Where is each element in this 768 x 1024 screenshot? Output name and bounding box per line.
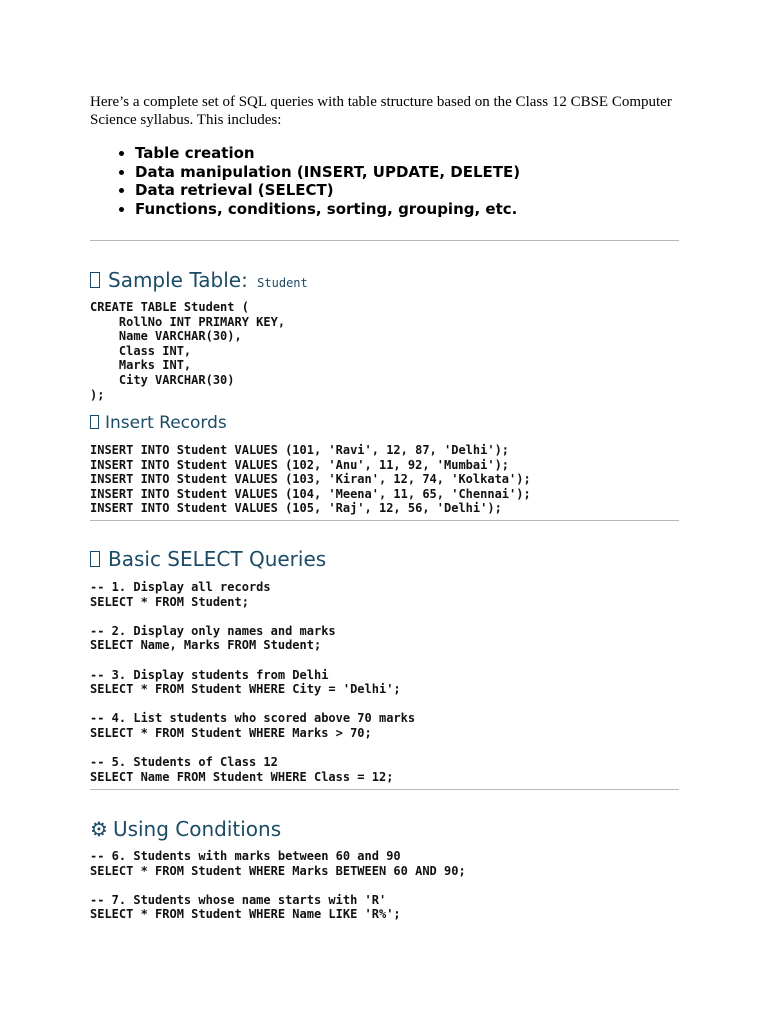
code-block-basic-select: -- 1. Display all records SELECT * FROM Student; -- 2. Display only names and marks SELECT Name, Marks FROM Student; -- 3. Display students from Delhi SELECT * FROM Student WHERE City = 'Delhi'; -- 4. List students who scored above 70 marks SELECT * FROM Student WHERE Marks > 70; -- 5. Students of Class 12 SELECT Name FROM Student WHERE Class = 12; bbox=[90, 580, 416, 784]
intro-paragraph: Here’s a complete set of SQL queries with table structure based on the Class 12 CBSE Computer Science syllabus. This includes: bbox=[90, 94, 672, 128]
code-block-create-table: CREATE TABLE Student ( RollNo INT PRIMARY KEY, Name VARCHAR(30), Class INT, Marks INT, City VARCHAR(30) ); bbox=[90, 300, 286, 402]
section-title: Basic SELECT Queries bbox=[108, 547, 327, 571]
code-block-conditions: -- 6. Students with marks between 60 and 90 SELECT * FROM Student WHERE Marks BETWEEN 60 AND 90; -- 7. Students whose name starts with 'R' SELECT * FROM Student WHERE Name LIKE 'R%'; bbox=[90, 849, 466, 922]
divider bbox=[90, 240, 679, 241]
section-heading-sample-table bbox=[90, 268, 308, 295]
missing-glyph-icon bbox=[90, 272, 100, 288]
divider bbox=[90, 520, 679, 521]
list-item: • Data manipulation (INSERT, UPDATE, DELETE) bbox=[135, 163, 520, 182]
list-item: • Functions, conditions, sorting, grouping, etc. bbox=[135, 200, 520, 219]
section-title: Using Conditions bbox=[112, 817, 282, 841]
section-title: Sample Table: bbox=[108, 268, 248, 292]
missing-glyph-icon bbox=[90, 551, 100, 567]
section-heading-insert-records bbox=[90, 413, 227, 433]
section-heading-using-conditions bbox=[90, 817, 281, 841]
missing-glyph-icon bbox=[90, 415, 99, 429]
section-title: Insert Records bbox=[105, 413, 227, 433]
gear-icon: ⚙ bbox=[90, 817, 108, 841]
code-block-insert: INSERT INTO Student VALUES (101, 'Ravi', 12, 87, 'Delhi'); INSERT INTO Student VALUES (102, 'Anu', 11, 92, 'Mumbai'); INSERT INTO Student VALUES (103, 'Kiran', 12, 74, 'Kolkata'); INSERT INTO Student VALUES (104, 'Meena', 11, 65, 'Chennai'); INSERT INTO Student VALUES (105, 'Raj', 12, 56, 'Delhi'); bbox=[90, 443, 531, 516]
list-item: • Data retrieval (SELECT) bbox=[135, 181, 520, 200]
divider bbox=[90, 789, 679, 790]
list-item: • Table creation bbox=[135, 144, 520, 163]
section-heading-basic-select bbox=[90, 547, 326, 571]
feature-list bbox=[90, 144, 520, 218]
inline-code-label: Student bbox=[257, 276, 308, 290]
